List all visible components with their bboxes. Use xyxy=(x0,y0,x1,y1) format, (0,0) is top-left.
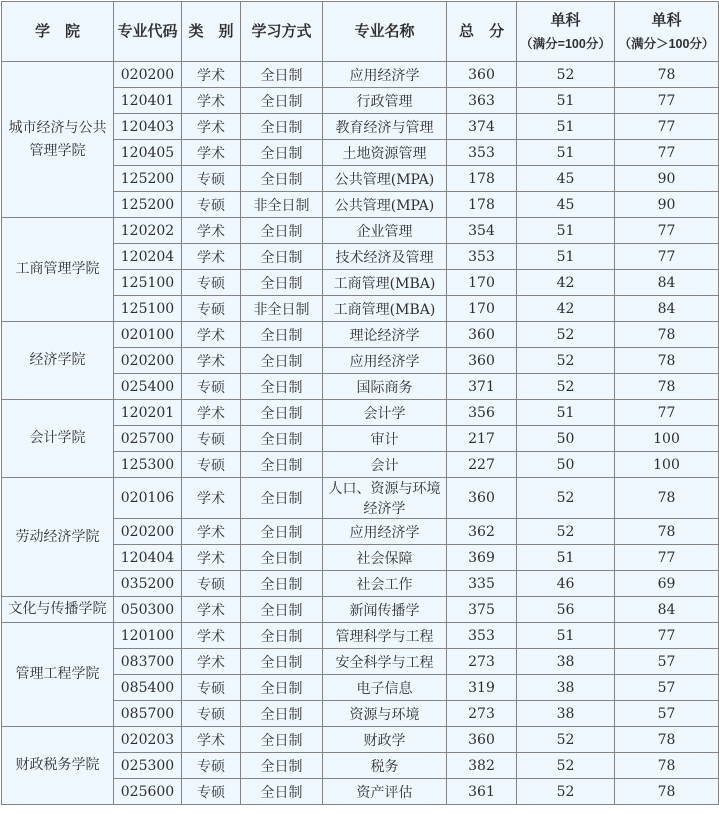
total-score-cell: 170 xyxy=(447,296,517,322)
table-row xyxy=(2,400,719,426)
major-name-cell: 企业管理 xyxy=(323,218,447,244)
major-code-cell: 020200 xyxy=(114,519,182,545)
category-cell: 学术 xyxy=(182,478,241,519)
single-subject-over-100-cell: 77 xyxy=(615,218,719,244)
major-name-cell: 土地资源管理 xyxy=(323,140,447,166)
single-subject-over-100-cell: 77 xyxy=(615,244,719,270)
category-cell: 学术 xyxy=(182,348,241,374)
category-cell: 专硕 xyxy=(182,452,241,478)
category-cell: 专硕 xyxy=(182,426,241,452)
major-name-cell: 工商管理(MBA) xyxy=(323,270,447,296)
category-cell: 学术 xyxy=(182,545,241,571)
single-subject-over-100-cell: 77 xyxy=(615,623,719,649)
college-cell: 会计学院 xyxy=(2,400,114,478)
header-category: 类 别 xyxy=(182,2,241,62)
major-code-cell: 085700 xyxy=(114,701,182,727)
category-cell: 学术 xyxy=(182,400,241,426)
total-score-cell: 335 xyxy=(447,571,517,597)
major-name-cell: 会计学 xyxy=(323,400,447,426)
total-score-cell: 273 xyxy=(447,701,517,727)
single-subject-over-100-cell: 78 xyxy=(615,374,719,400)
single-subject-100-cell: 52 xyxy=(517,62,615,88)
single-subject-100-cell: 51 xyxy=(517,88,615,114)
major-name-cell: 国际商务 xyxy=(323,374,447,400)
single-subject-100-cell: 52 xyxy=(517,348,615,374)
major-code-cell: 120403 xyxy=(114,114,182,140)
college-cell: 经济学院 xyxy=(2,322,114,400)
study-mode-cell: 全日制 xyxy=(241,244,323,270)
total-score-cell: 178 xyxy=(447,166,517,192)
major-code-cell: 020100 xyxy=(114,322,182,348)
college-cell: 城市经济与公共管理学院 xyxy=(2,62,114,218)
major-name-cell: 工商管理(MBA) xyxy=(323,296,447,322)
category-cell: 专硕 xyxy=(182,166,241,192)
single-subject-100-cell: 52 xyxy=(517,779,615,805)
study-mode-cell: 全日制 xyxy=(241,400,323,426)
major-code-cell: 020200 xyxy=(114,348,182,374)
single-subject-over-100-cell: 90 xyxy=(615,192,719,218)
study-mode-cell: 全日制 xyxy=(241,727,323,753)
total-score-cell: 353 xyxy=(447,140,517,166)
category-cell: 学术 xyxy=(182,218,241,244)
total-score-cell: 170 xyxy=(447,270,517,296)
total-score-cell: 319 xyxy=(447,675,517,701)
single-subject-over-100-cell: 69 xyxy=(615,571,719,597)
major-code-cell: 120404 xyxy=(114,545,182,571)
total-score-cell: 371 xyxy=(447,374,517,400)
major-name-cell: 应用经济学 xyxy=(323,62,447,88)
total-score-cell: 227 xyxy=(447,452,517,478)
table-row xyxy=(2,218,719,244)
major-code-cell: 120405 xyxy=(114,140,182,166)
single-subject-over-100-cell: 57 xyxy=(615,701,719,727)
total-score-cell: 353 xyxy=(447,244,517,270)
single-subject-100-cell: 52 xyxy=(517,374,615,400)
study-mode-cell: 全日制 xyxy=(241,218,323,244)
single-subject-100-cell: 38 xyxy=(517,649,615,675)
single-subject-over-100-cell: 78 xyxy=(615,779,719,805)
table-row xyxy=(2,62,719,88)
single-subject-over-100-cell: 77 xyxy=(615,545,719,571)
study-mode-cell: 全日制 xyxy=(241,597,323,623)
major-name-cell: 理论经济学 xyxy=(323,322,447,348)
single-subject-over-100-cell: 77 xyxy=(615,400,719,426)
college-cell: 文化与传播学院 xyxy=(2,597,114,623)
single-subject-100-cell: 46 xyxy=(517,571,615,597)
total-score-cell: 360 xyxy=(447,322,517,348)
major-code-cell: 020200 xyxy=(114,62,182,88)
header-single-subject-over-100 xyxy=(615,2,719,62)
total-score-cell: 356 xyxy=(447,400,517,426)
single-subject-over-100-cell: 78 xyxy=(615,519,719,545)
study-mode-cell: 非全日制 xyxy=(241,296,323,322)
single-subject-over-100-cell: 100 xyxy=(615,426,719,452)
major-code-cell: 125200 xyxy=(114,166,182,192)
total-score-cell: 360 xyxy=(447,348,517,374)
single-subject-100-cell: 42 xyxy=(517,270,615,296)
single-subject-100-cell: 38 xyxy=(517,675,615,701)
category-cell: 学术 xyxy=(182,623,241,649)
total-score-cell: 361 xyxy=(447,779,517,805)
major-code-cell: 025700 xyxy=(114,426,182,452)
major-code-cell: 120100 xyxy=(114,623,182,649)
major-name-cell: 应用经济学 xyxy=(323,519,447,545)
study-mode-cell: 全日制 xyxy=(241,545,323,571)
college-cell: 工商管理学院 xyxy=(2,218,114,322)
study-mode-cell: 全日制 xyxy=(241,426,323,452)
study-mode-cell: 全日制 xyxy=(241,88,323,114)
total-score-cell: 362 xyxy=(447,519,517,545)
single-subject-100-cell: 51 xyxy=(517,114,615,140)
total-score-cell: 354 xyxy=(447,218,517,244)
total-score-cell: 382 xyxy=(447,753,517,779)
category-cell: 专硕 xyxy=(182,701,241,727)
major-code-cell: 120201 xyxy=(114,400,182,426)
major-code-cell: 120204 xyxy=(114,244,182,270)
major-code-cell: 125200 xyxy=(114,192,182,218)
single-subject-over-100-cell: 77 xyxy=(615,114,719,140)
study-mode-cell: 全日制 xyxy=(241,623,323,649)
major-code-cell: 020203 xyxy=(114,727,182,753)
single-subject-100-cell: 56 xyxy=(517,597,615,623)
major-code-cell: 035200 xyxy=(114,571,182,597)
category-cell: 学术 xyxy=(182,649,241,675)
study-mode-cell: 全日制 xyxy=(241,478,323,519)
college-cell: 财政税务学院 xyxy=(2,727,114,805)
major-name-cell: 人口、资源与环境经济学 xyxy=(323,478,447,519)
table-header xyxy=(2,2,719,62)
major-code-cell: 125100 xyxy=(114,270,182,296)
major-code-cell: 020106 xyxy=(114,478,182,519)
header-single-subject-over-100-sub: （满分＞100分） xyxy=(618,36,715,51)
study-mode-cell: 全日制 xyxy=(241,452,323,478)
total-score-cell: 273 xyxy=(447,649,517,675)
total-score-cell: 369 xyxy=(447,545,517,571)
major-name-cell: 社会工作 xyxy=(323,571,447,597)
header-single-subject-over-100-main: 单科 xyxy=(651,11,682,29)
single-subject-over-100-cell: 84 xyxy=(615,296,719,322)
category-cell: 学术 xyxy=(182,114,241,140)
single-subject-over-100-cell: 100 xyxy=(615,452,719,478)
study-mode-cell: 全日制 xyxy=(241,701,323,727)
major-name-cell: 资产评估 xyxy=(323,779,447,805)
single-subject-over-100-cell: 78 xyxy=(615,478,719,519)
single-subject-100-cell: 51 xyxy=(517,244,615,270)
table-row xyxy=(2,727,719,753)
single-subject-100-cell: 45 xyxy=(517,166,615,192)
major-name-cell: 公共管理(MPA) xyxy=(323,166,447,192)
study-mode-cell: 全日制 xyxy=(241,753,323,779)
study-mode-cell: 全日制 xyxy=(241,675,323,701)
category-cell: 学术 xyxy=(182,244,241,270)
table-body xyxy=(2,62,719,805)
single-subject-over-100-cell: 90 xyxy=(615,166,719,192)
college-cell: 管理工程学院 xyxy=(2,623,114,727)
single-subject-100-cell: 52 xyxy=(517,322,615,348)
category-cell: 学术 xyxy=(182,322,241,348)
major-name-cell: 社会保障 xyxy=(323,545,447,571)
major-code-cell: 025300 xyxy=(114,753,182,779)
study-mode-cell: 全日制 xyxy=(241,649,323,675)
header-single-subject-100-main: 单科 xyxy=(550,11,581,29)
major-name-cell: 公共管理(MPA) xyxy=(323,192,447,218)
major-name-cell: 新闻传播学 xyxy=(323,597,447,623)
single-subject-100-cell: 50 xyxy=(517,426,615,452)
header-study-mode: 学习方式 xyxy=(241,2,323,62)
study-mode-cell: 全日制 xyxy=(241,779,323,805)
major-name-cell: 应用经济学 xyxy=(323,348,447,374)
category-cell: 学术 xyxy=(182,62,241,88)
category-cell: 专硕 xyxy=(182,779,241,805)
major-name-cell: 税务 xyxy=(323,753,447,779)
total-score-cell: 363 xyxy=(447,88,517,114)
total-score-cell: 217 xyxy=(447,426,517,452)
study-mode-cell: 全日制 xyxy=(241,140,323,166)
study-mode-cell: 全日制 xyxy=(241,270,323,296)
major-name-cell: 行政管理 xyxy=(323,88,447,114)
study-mode-cell: 全日制 xyxy=(241,571,323,597)
study-mode-cell: 全日制 xyxy=(241,322,323,348)
study-mode-cell: 全日制 xyxy=(241,348,323,374)
header-total-score: 总 分 xyxy=(447,2,517,62)
single-subject-100-cell: 51 xyxy=(517,623,615,649)
table-row xyxy=(2,322,719,348)
single-subject-100-cell: 42 xyxy=(517,296,615,322)
major-code-cell: 085400 xyxy=(114,675,182,701)
single-subject-over-100-cell: 57 xyxy=(615,649,719,675)
major-name-cell: 电子信息 xyxy=(323,675,447,701)
header-single-subject-100-sub: （满分=100分） xyxy=(520,36,611,51)
category-cell: 专硕 xyxy=(182,270,241,296)
major-name-cell: 会计 xyxy=(323,452,447,478)
single-subject-100-cell: 38 xyxy=(517,701,615,727)
single-subject-100-cell: 51 xyxy=(517,545,615,571)
total-score-cell: 360 xyxy=(447,478,517,519)
single-subject-100-cell: 51 xyxy=(517,400,615,426)
single-subject-over-100-cell: 84 xyxy=(615,597,719,623)
table-row xyxy=(2,478,719,519)
major-name-cell: 资源与环境 xyxy=(323,701,447,727)
single-subject-over-100-cell: 78 xyxy=(615,753,719,779)
study-mode-cell: 全日制 xyxy=(241,62,323,88)
single-subject-over-100-cell: 78 xyxy=(615,322,719,348)
major-name-cell: 管理科学与工程 xyxy=(323,623,447,649)
major-code-cell: 025600 xyxy=(114,779,182,805)
major-name-cell: 安全科学与工程 xyxy=(323,649,447,675)
major-code-cell: 120401 xyxy=(114,88,182,114)
single-subject-100-cell: 45 xyxy=(517,192,615,218)
major-code-cell: 050300 xyxy=(114,597,182,623)
header-major-name: 专业名称 xyxy=(323,2,447,62)
single-subject-over-100-cell: 77 xyxy=(615,140,719,166)
study-mode-cell: 非全日制 xyxy=(241,192,323,218)
major-name-cell: 教育经济与管理 xyxy=(323,114,447,140)
total-score-cell: 375 xyxy=(447,597,517,623)
single-subject-over-100-cell: 78 xyxy=(615,348,719,374)
total-score-cell: 178 xyxy=(447,192,517,218)
table-row xyxy=(2,623,719,649)
major-name-cell: 财政学 xyxy=(323,727,447,753)
category-cell: 专硕 xyxy=(182,296,241,322)
single-subject-over-100-cell: 84 xyxy=(615,270,719,296)
major-name-cell: 审计 xyxy=(323,426,447,452)
single-subject-100-cell: 52 xyxy=(517,727,615,753)
study-mode-cell: 全日制 xyxy=(241,166,323,192)
header-college: 学 院 xyxy=(2,2,114,62)
single-subject-100-cell: 50 xyxy=(517,452,615,478)
single-subject-100-cell: 52 xyxy=(517,519,615,545)
category-cell: 学术 xyxy=(182,140,241,166)
total-score-cell: 360 xyxy=(447,62,517,88)
college-cell: 劳动经济学院 xyxy=(2,478,114,597)
study-mode-cell: 全日制 xyxy=(241,519,323,545)
category-cell: 专硕 xyxy=(182,374,241,400)
single-subject-100-cell: 51 xyxy=(517,140,615,166)
major-name-cell: 技术经济及管理 xyxy=(323,244,447,270)
study-mode-cell: 全日制 xyxy=(241,114,323,140)
total-score-cell: 353 xyxy=(447,623,517,649)
header-single-subject-100 xyxy=(517,2,615,62)
table-row xyxy=(2,597,719,623)
category-cell: 学术 xyxy=(182,519,241,545)
category-cell: 专硕 xyxy=(182,753,241,779)
single-subject-100-cell: 52 xyxy=(517,753,615,779)
category-cell: 学术 xyxy=(182,727,241,753)
major-code-cell: 025400 xyxy=(114,374,182,400)
major-code-cell: 125100 xyxy=(114,296,182,322)
study-mode-cell: 全日制 xyxy=(241,374,323,400)
category-cell: 学术 xyxy=(182,597,241,623)
single-subject-over-100-cell: 77 xyxy=(615,88,719,114)
single-subject-100-cell: 52 xyxy=(517,478,615,519)
major-code-cell: 083700 xyxy=(114,649,182,675)
header-row xyxy=(2,2,719,62)
category-cell: 专硕 xyxy=(182,675,241,701)
category-cell: 专硕 xyxy=(182,192,241,218)
category-cell: 专硕 xyxy=(182,571,241,597)
major-code-cell: 120202 xyxy=(114,218,182,244)
single-subject-over-100-cell: 78 xyxy=(615,727,719,753)
single-subject-100-cell: 51 xyxy=(517,218,615,244)
category-cell: 学术 xyxy=(182,88,241,114)
major-code-cell: 125300 xyxy=(114,452,182,478)
header-major-code: 专业代码 xyxy=(114,2,182,62)
total-score-cell: 374 xyxy=(447,114,517,140)
admission-score-table xyxy=(1,1,719,805)
total-score-cell: 360 xyxy=(447,727,517,753)
single-subject-over-100-cell: 57 xyxy=(615,675,719,701)
single-subject-over-100-cell: 78 xyxy=(615,62,719,88)
